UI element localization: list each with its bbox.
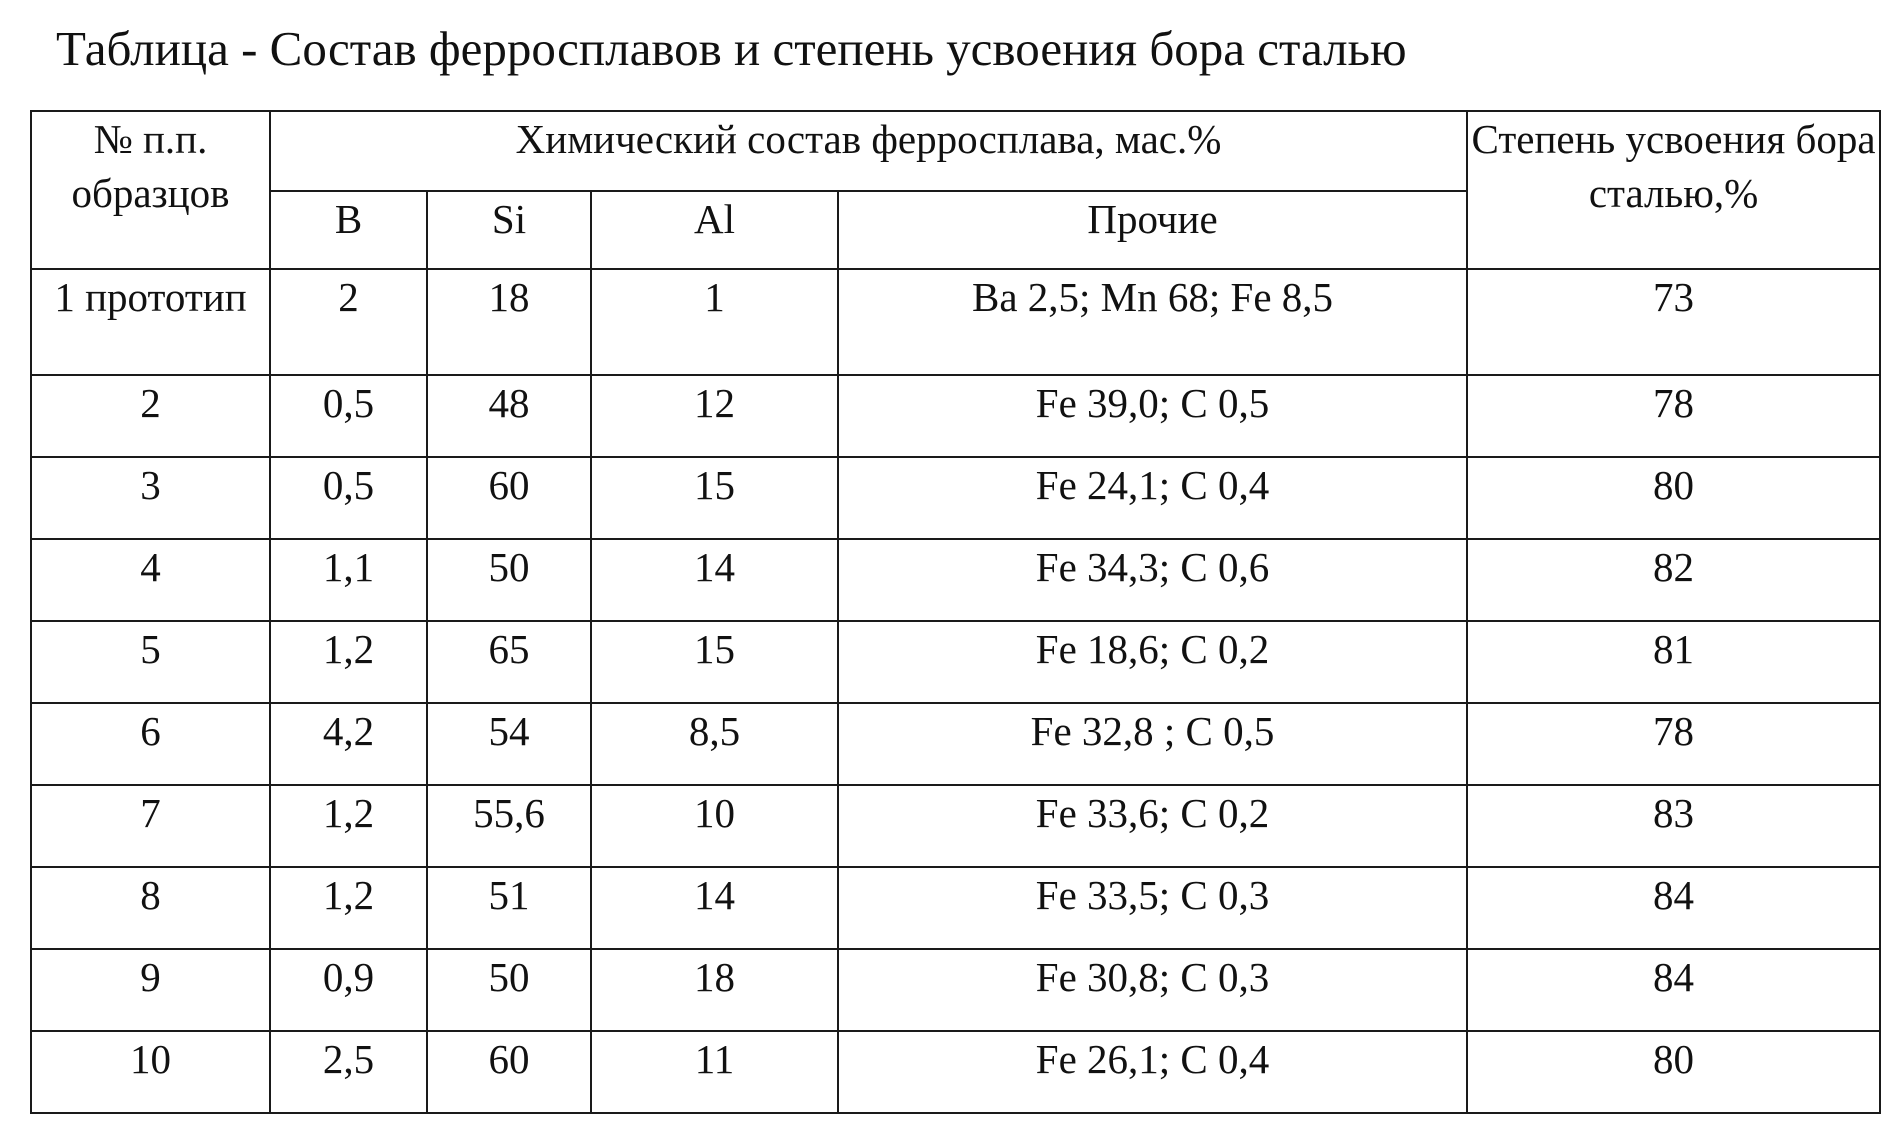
cell-other: Fe 24,1; C 0,4 [838, 457, 1467, 539]
cell-no: 3 [31, 457, 270, 539]
cell-al: 1 [591, 269, 838, 375]
cell-degree: 80 [1467, 457, 1880, 539]
cell-b: 1,1 [270, 539, 427, 621]
header-si: Si [427, 191, 591, 269]
cell-degree: 78 [1467, 703, 1880, 785]
cell-other: Fe 26,1; C 0,4 [838, 1031, 1467, 1113]
cell-no: 8 [31, 867, 270, 949]
cell-degree: 84 [1467, 867, 1880, 949]
cell-degree: 83 [1467, 785, 1880, 867]
cell-degree: 81 [1467, 621, 1880, 703]
cell-si: 50 [427, 539, 591, 621]
cell-b: 4,2 [270, 703, 427, 785]
cell-degree: 78 [1467, 375, 1880, 457]
cell-b: 0,9 [270, 949, 427, 1031]
table-row [31, 621, 1880, 703]
cell-al: 10 [591, 785, 838, 867]
cell-no: 1 прототип [31, 269, 270, 375]
cell-si: 48 [427, 375, 591, 457]
header-degree: Степень усвоения бора сталью,% [1467, 111, 1880, 269]
cell-other: Fe 18,6; C 0,2 [838, 621, 1467, 703]
cell-si: 60 [427, 457, 591, 539]
cell-si: 65 [427, 621, 591, 703]
table-row [31, 457, 1880, 539]
header-sample-no: № п.п. образцов [31, 111, 270, 269]
cell-al: 12 [591, 375, 838, 457]
cell-other: Fe 33,6; C 0,2 [838, 785, 1467, 867]
page-title: Таблица - Состав ферросплавов и степень усвоения бора сталью [56, 21, 1407, 76]
table-row [31, 1031, 1880, 1113]
cell-si: 60 [427, 1031, 591, 1113]
cell-other: Ba 2,5; Mn 68; Fe 8,5 [838, 269, 1467, 375]
cell-other: Fe 39,0; C 0,5 [838, 375, 1467, 457]
cell-si: 54 [427, 703, 591, 785]
header-other: Прочие [838, 191, 1467, 269]
table-row [31, 867, 1880, 949]
cell-si: 50 [427, 949, 591, 1031]
cell-other: Fe 34,3; C 0,6 [838, 539, 1467, 621]
cell-no: 10 [31, 1031, 270, 1113]
cell-b: 0,5 [270, 375, 427, 457]
cell-al: 15 [591, 457, 838, 539]
table-row [31, 949, 1880, 1031]
cell-degree: 82 [1467, 539, 1880, 621]
header-composition: Химический состав ферросплава, мас.% [270, 111, 1467, 191]
cell-no: 2 [31, 375, 270, 457]
composition-table [30, 110, 1881, 1114]
cell-other: Fe 30,8; C 0,3 [838, 949, 1467, 1031]
cell-other: Fe 33,5; C 0,3 [838, 867, 1467, 949]
cell-al: 14 [591, 539, 838, 621]
cell-b: 0,5 [270, 457, 427, 539]
table-row [31, 539, 1880, 621]
cell-al: 11 [591, 1031, 838, 1113]
table-row [31, 375, 1880, 457]
header-b: B [270, 191, 427, 269]
table-row [31, 703, 1880, 785]
cell-b: 2 [270, 269, 427, 375]
cell-al: 15 [591, 621, 838, 703]
cell-degree: 84 [1467, 949, 1880, 1031]
cell-degree: 80 [1467, 1031, 1880, 1113]
cell-b: 2,5 [270, 1031, 427, 1113]
header-al: Al [591, 191, 838, 269]
cell-no: 5 [31, 621, 270, 703]
cell-no: 7 [31, 785, 270, 867]
cell-al: 18 [591, 949, 838, 1031]
cell-other: Fe 32,8 ; C 0,5 [838, 703, 1467, 785]
cell-al: 14 [591, 867, 838, 949]
header-row-top [31, 111, 1880, 191]
cell-si: 51 [427, 867, 591, 949]
cell-no: 4 [31, 539, 270, 621]
cell-b: 1,2 [270, 621, 427, 703]
cell-si: 18 [427, 269, 591, 375]
cell-b: 1,2 [270, 785, 427, 867]
table-row [31, 269, 1880, 375]
cell-degree: 73 [1467, 269, 1880, 375]
cell-si: 55,6 [427, 785, 591, 867]
cell-al: 8,5 [591, 703, 838, 785]
cell-no: 9 [31, 949, 270, 1031]
cell-no: 6 [31, 703, 270, 785]
table-row [31, 785, 1880, 867]
cell-b: 1,2 [270, 867, 427, 949]
